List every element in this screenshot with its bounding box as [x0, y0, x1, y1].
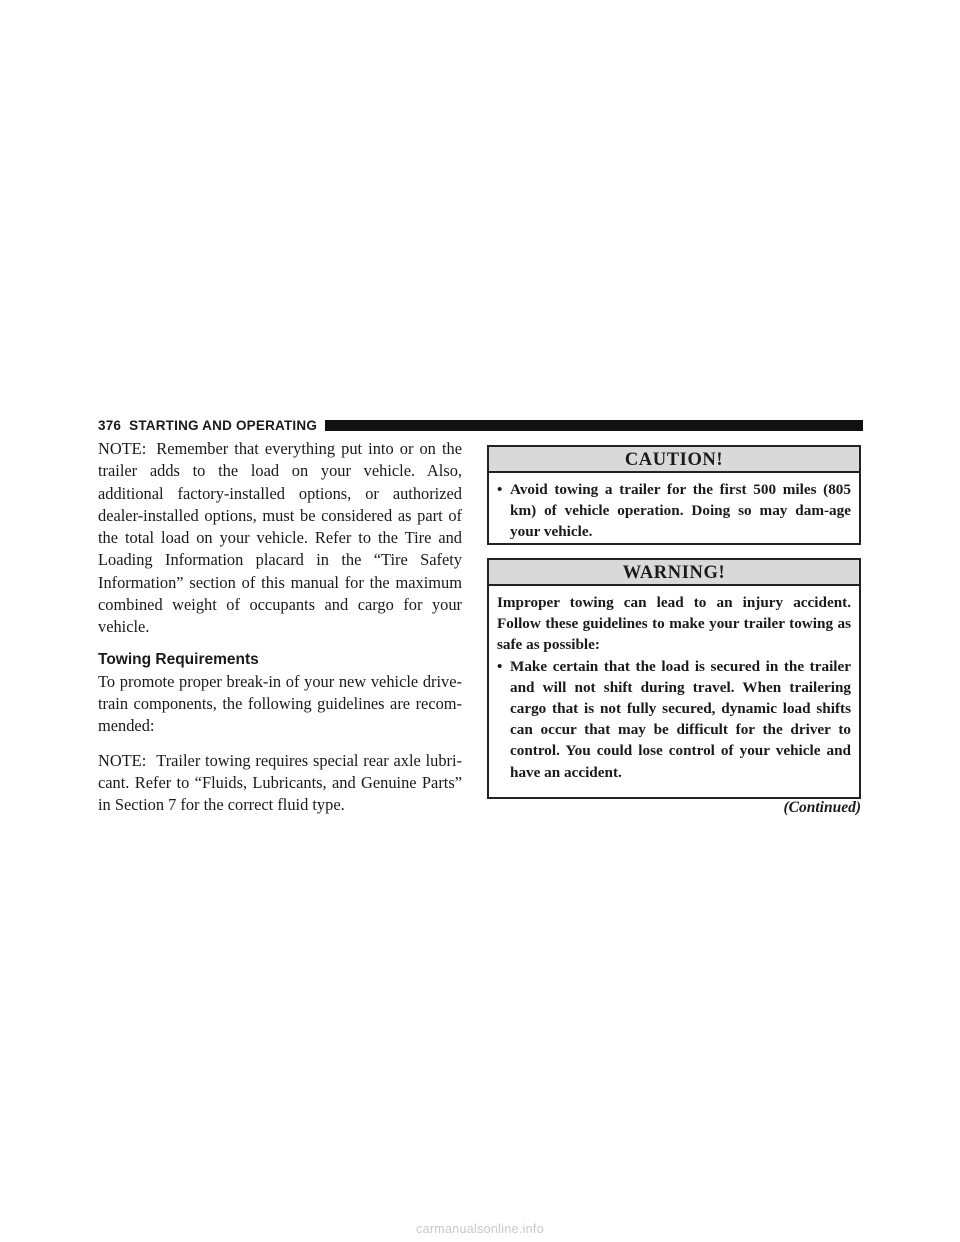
note-text: Remember that everything put into or on the trailer adds to the load on your vehicle. Also, additional factory-installed options, or authorized dealer-installed options, must be considered as part of the total load on your vehicle. Refer to the Tire and Loading Information placard in the “Tire Safety Information” section of this manual for the maximum combined weight of occupants and cargo for your vehicle.: [98, 439, 462, 637]
warning-body: [489, 586, 859, 791]
section-title: STARTING AND OPERATING: [129, 418, 318, 433]
bullet-icon: •: [497, 481, 503, 498]
caution-body: [489, 473, 859, 551]
page-header: [98, 418, 863, 433]
left-column: [98, 438, 462, 816]
warning-box: [487, 558, 861, 799]
caution-bullet-text: Avoid towing a trailer for the first 500 miles (805 km) of vehicle operation. Doing so may dam-age your vehicle.: [510, 481, 851, 541]
bullet-icon: •: [497, 657, 503, 675]
paragraph-spacer: [98, 738, 462, 750]
caution-bullet: [497, 479, 851, 543]
towing-requirements-heading: Towing Requirements: [98, 650, 259, 668]
watermark-footer: carmanualsonline.info: [416, 1222, 544, 1236]
note-label: NOTE:: [98, 439, 147, 458]
warning-intro: Improper towing can lead to an injury accident. Follow these guidelines to make your trailer towing as safe as possible:: [497, 594, 851, 654]
warning-bullet: [497, 656, 851, 783]
caution-title: CAUTION!: [489, 447, 859, 473]
note-label: NOTE:: [98, 750, 147, 770]
page-number: 376: [98, 418, 122, 433]
note-paragraph-2: [98, 750, 462, 817]
caution-box: [487, 445, 861, 545]
towing-intro-paragraph: To promote proper break-in of your new vehicle drive-train components, the following guidelines are recom-mended:: [98, 671, 462, 736]
continued-label: (Continued): [783, 799, 861, 816]
header-rule: [325, 420, 863, 431]
warning-title: WARNING!: [489, 560, 859, 586]
warning-bullet-text: Make certain that the load is secured in the trailer and will not shift during travel. When trailering cargo that is not fully secured, dynamic load shifts can occur that may be difficult for the driver to control. You could lose control of your vehicle and have an accident.: [510, 657, 851, 781]
note-text: Trailer towing requires special rear axle lubri-cant. Refer to “Fluids, Lubricants, and Genuine Parts” in Section 7 for the correct fluid type.: [98, 750, 462, 815]
note-paragraph-1: [98, 438, 462, 639]
